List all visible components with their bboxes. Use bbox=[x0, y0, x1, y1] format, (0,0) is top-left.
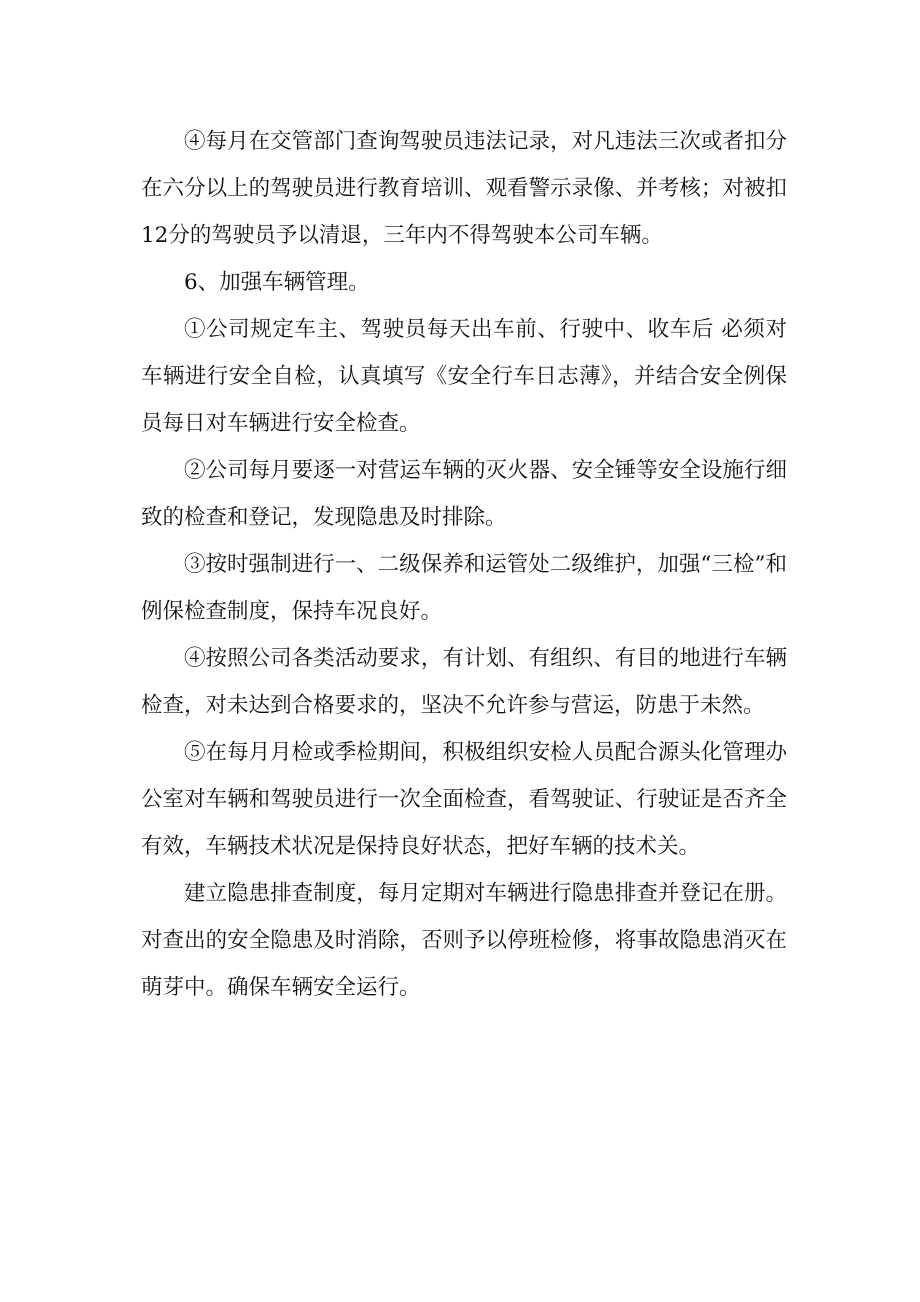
paragraph-activity-inspection: ④按照公司各类活动要求，有计划、有组织、有目的地进行车辆检查，对未达到合格要求的，坚决不允许参与营运，防患于未然。 bbox=[141, 646, 787, 718]
paragraph-maintenance: ③按时强制进行一、二级保养和运管处二级维护，加强“三检”和例保检查制度，保持车况良好。 bbox=[141, 552, 787, 624]
paragraph-hazard-investigation: 建立隐患排查制度，每月定期对车辆进行隐患排查并登记在册。对查出的安全隐患及时消除，否则予以停班检修，将事故隐患消灭在萌芽中。确保车辆安全运行。 bbox=[141, 881, 787, 1000]
section-heading-vehicle-management: 6、加强车辆管理。 bbox=[184, 270, 370, 295]
paragraph-driver-violation-check: ④每月在交管部门查询驾驶员违法记录，对凡违法三次或者扣分在六分以上的驾驶员进行教育培训、观看警示录像、并考核；对被扣12分的驾驶员予以清退，三年内不得驾驶本公司车辆。 bbox=[141, 129, 787, 248]
document-body bbox=[141, 118, 787, 1011]
paragraph-daily-self-inspection: ①公司规定车主、驾驶员每天出车前、行驶中、收车后 必须对车辆进行安全自检，认真填写《安全行车日志薄》，并结合安全例保员每日对车辆进行安全检查。 bbox=[141, 317, 787, 436]
paragraph-periodic-inspection: ⑤在每月月检或季检期间，积极组织安检人员配合源头化管理办公室对车辆和驾驶员进行一次全面检查，看驾驶证、行驶证是否齐全有效，车辆技术状况是保持良好状态，把好车辆的技术关。 bbox=[141, 740, 787, 859]
paragraph-monthly-safety-equipment-check: ②公司每月要逐一对营运车辆的灭火器、安全锤等安全设施行细致的检查和登记，发现隐患及时排除。 bbox=[141, 458, 787, 530]
